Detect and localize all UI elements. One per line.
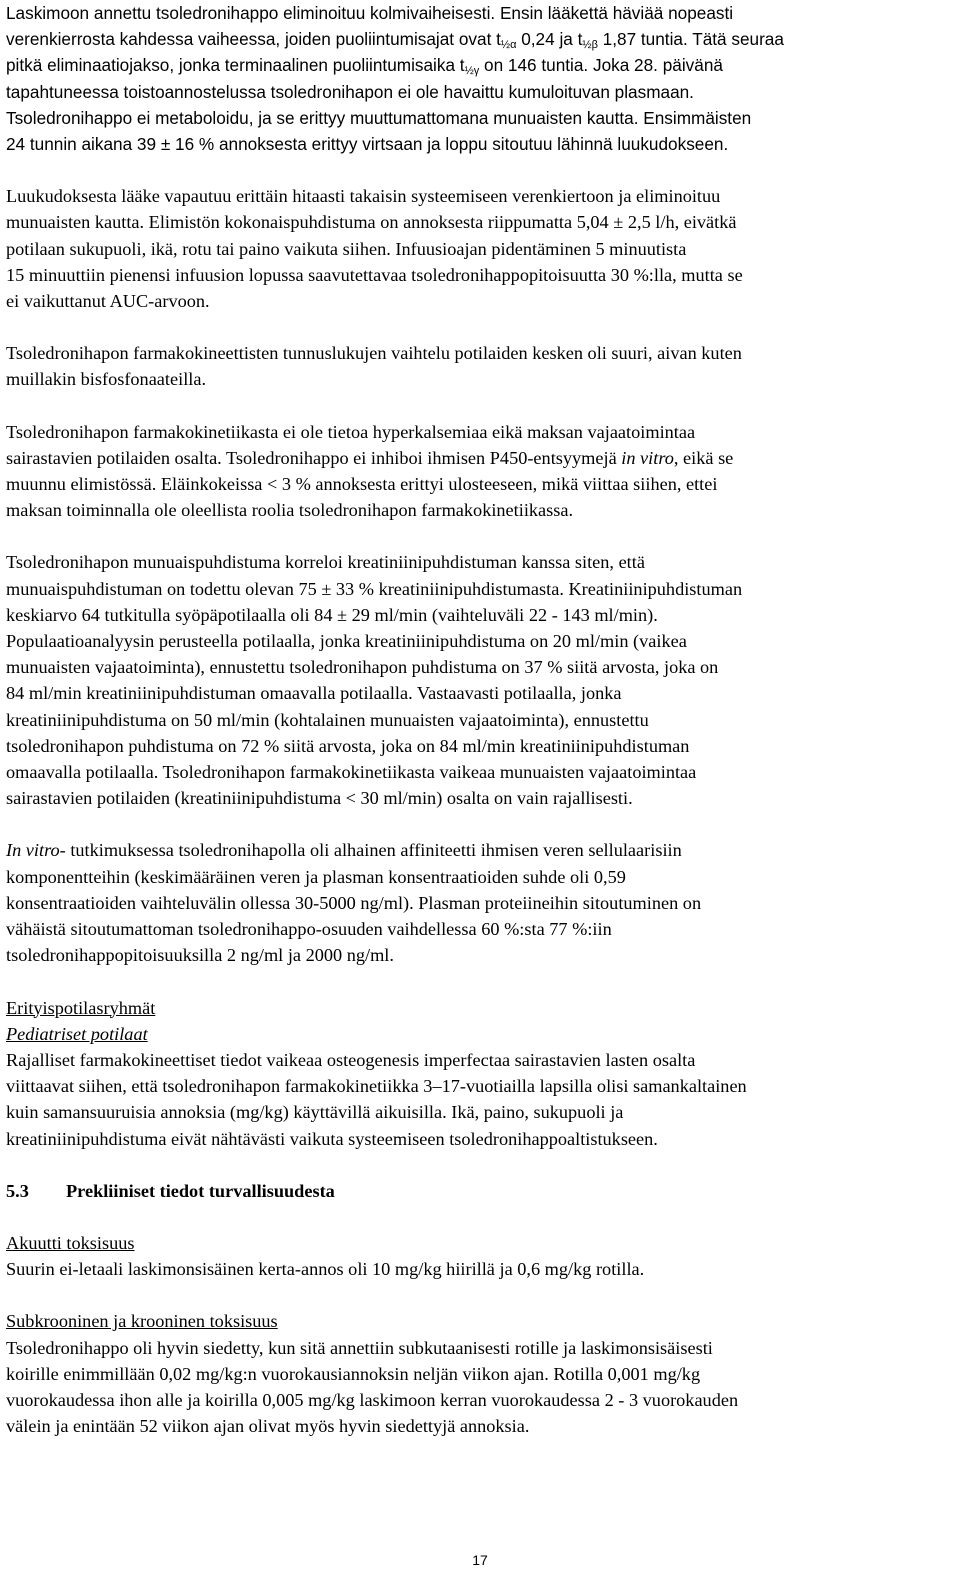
section-number: 5.3 (6, 1180, 29, 1201)
spacer (6, 157, 950, 183)
text-line: 15 minuuttiin pienensi infuusion lopussa saavutettavaa tsoledronihappopitoisuutta 30 %:lla, mutta se (6, 264, 743, 285)
text-line: komponentteihin (keskimääräinen veren ja plasman konsentraatioiden suhde oli 0,59 (6, 866, 626, 887)
text-line: Luukudoksesta lääke vapautuu erittäin hitaasti takaisin systeemiseen verenkiertoon ja eliminoituu (6, 186, 721, 207)
text-line: Suurin ei-letaali laskimonsisäinen kerta-annos oli 10 mg/kg hiirillä ja 0,6 mg/kg rotilla. (6, 1259, 645, 1280)
text-line: tapahtuneessa toistoannostelussa tsoledronihapon ei ole havaittu kumuloituvan plasmaan. (6, 81, 694, 102)
spacer (6, 523, 950, 549)
text-line: keskiarvo 64 tutkitulla syöpäpotilaalla oli 84 ± 29 ml/min (vaihteluväli 22 - 143 ml/min). (6, 604, 658, 625)
text-span: , eikä se (673, 447, 734, 468)
paragraph-elimination (6, 0, 950, 157)
text-line: Tsoledronihapon farmakokinetiikasta ei ole tietoa hyperkalsemiaa eikä maksan vajaatoimintaa (6, 421, 696, 442)
spacer (6, 1282, 950, 1308)
text-line: Tsoledronihappo ei metaboloidu, ja se erittyy muuttumattomana munuaisten kautta. Ensimmäisten (6, 107, 752, 128)
subsection-heading: Subkrooninen ja krooninen toksisuus (6, 1311, 278, 1332)
text-line: munuaisten vajaatoiminta), ennustettu tsoledronihapon puhdistuma on 37 % siitä arvosta, joka on (6, 657, 719, 678)
text-line: muillakin bisfosfonaateilla. (6, 369, 207, 390)
text-line: kuin samansuuruisia annoksia (mg/kg) käyttävillä aikuisilla. Ikä, paino, sukupuoli ja (6, 1102, 624, 1123)
text-line: sairastavien potilaiden (kreatiniinipuhdistuma < 30 ml/min) osalta on vain rajallisesti. (6, 788, 633, 809)
text-line (6, 837, 950, 863)
text-line: vuorokaudessa ihon alle ja koirilla 0,005 mg/kg laskimoon kerran vuorokaudessa 2 - 3 vuorokauden (6, 1389, 739, 1410)
paragraph-hepatic (6, 419, 950, 524)
document-page (6, 0, 950, 1439)
spacer (6, 314, 950, 340)
spacer (6, 1152, 950, 1178)
text-span: pitkä eliminaatiojakso, jonka terminaalinen puoliintumisaika t (6, 55, 465, 76)
text-span: 0,24 ja t (516, 29, 583, 50)
section-special-populations (6, 995, 950, 1152)
italic-text: In vitro (6, 840, 60, 861)
subscript: ½γ (464, 65, 480, 78)
text-span: 1,87 tuntia. Tätä seuraa (597, 29, 784, 50)
text-span: sairastavien potilaiden osalta. Tsoledronihappo ei inhiboi ihmisen P450-entsyymejä (6, 447, 622, 468)
text-line: 24 tunnin aikana 39 ± 16 % annoksesta erittyy virtsaan ja loppu sitoutuu lähinnä luukudokseen. (6, 134, 729, 155)
paragraph-variability (6, 340, 950, 392)
text-line: Populaatioanalyysin perusteella potilaalla, jonka kreatiniinipuhdistuma on 20 ml/min (vaikea (6, 631, 687, 652)
text-line: tsoledronihapon puhdistuma on 72 % siitä arvosta, joka on 84 ml/min kreatiniinipuhdistuman (6, 735, 690, 756)
text-line: Tsoledronihappo oli hyvin siedetty, kun sitä annettiin subkutaanisesti rotille ja laskimonsisäisesti (6, 1337, 713, 1358)
text-span: verenkierrosta kahdessa vaiheessa, joiden puoliintumisajat ovat t (6, 29, 501, 50)
text-line (6, 52, 950, 78)
subsection-heading: Erityispotilasryhmät (6, 997, 156, 1018)
text-line: munuaispuhdistuman on todettu olevan 75 ± 33 % kreatiniinipuhdistumasta. Kreatiniinipuhdistuman (6, 578, 743, 599)
text-line: ei vaikuttanut AUC-arvoon. (6, 291, 210, 312)
text-line: 84 ml/min kreatiniinipuhdistuman omaavalla potilaalla. Vastaavasti potilaalla, jonka (6, 683, 622, 704)
text-line (6, 445, 950, 471)
text-line: Tsoledronihapon farmakokineettisten tunnuslukujen vaihtelu potilaiden kesken oli suuri, aivan kuten (6, 343, 742, 364)
text-line: Rajalliset farmakokineettiset tiedot vaikeaa osteogenesis imperfectaa sairastavien lasten osalta (6, 1049, 696, 1070)
text-line: munuaisten kautta. Elimistön kokonaispuhdistuma on annoksesta riippumatta 5,04 ± 2,5 l/h, eivätkä (6, 212, 737, 233)
subscript: ½α (500, 39, 517, 52)
text-line: tsoledronihappopitoisuuksilla 2 ng/ml ja 2000 ng/ml. (6, 945, 394, 966)
text-line: maksan toiminnalla ole oleellista roolia tsoledronihapon farmakokinetiikassa. (6, 500, 574, 521)
paragraph-in-vitro (6, 837, 950, 968)
text-span: on 146 tuntia. Joka 28. päivänä (479, 55, 723, 76)
text-line: välein ja enintään 52 viikon ajan olivat myös hyvin siedettyjä annoksia. (6, 1416, 530, 1437)
spacer (6, 1204, 950, 1230)
text-span: - tutkimuksessa tsoledronihapolla oli alhainen affiniteetti ihmisen veren sellulaarisiin (59, 840, 682, 861)
italic-text: in vitro (621, 447, 674, 468)
spacer (6, 393, 950, 419)
paragraph-renal (6, 549, 950, 811)
subsection-heading: Akuutti toksisuus (6, 1232, 135, 1253)
section-title: Prekliiniset tiedot turvallisuudesta (66, 1180, 335, 1201)
page-number: 17 (472, 1552, 488, 1568)
text-line (6, 26, 950, 52)
text-line: Tsoledronihapon munuaispuhdistuma korreloi kreatiniinipuhdistuman kanssa siten, että (6, 552, 645, 573)
section-chronic-toxicity (6, 1308, 950, 1439)
section-heading (6, 1178, 950, 1204)
text-line: kreatiniinipuhdistuma on 50 ml/min (kohtalainen munuaisten vajaatoiminta), ennustettu (6, 709, 649, 730)
subsection-subheading: Pediatriset potilaat (6, 1023, 148, 1044)
text-line: kreatiniinipuhdistuma eivät nähtävästi vaikuta systeemiseen tsoledronihappoaltistukseen. (6, 1128, 658, 1149)
text-line: konsentraatioiden vaihteluvälin ollessa 30-5000 ng/ml). Plasman proteiineihin sitoutuminen on (6, 892, 702, 913)
text-line: Laskimoon annettu tsoledronihappo eliminoituu kolmivaiheisesti. Ensin lääkettä häviää nopeasti (6, 3, 734, 23)
subscript: ½β (582, 39, 598, 52)
spacer (6, 969, 950, 995)
section-acute-toxicity (6, 1230, 950, 1282)
paragraph-clearance (6, 183, 950, 314)
text-line: potilaan sukupuoli, ikä, rotu tai paino vaikuta siihen. Infuusioajan pidentäminen 5 minuutista (6, 238, 687, 259)
text-line: koirille enimmillään 0,02 mg/kg:n vuorokausiannoksin neljän viikon ajan. Rotilla 0,001 mg/kg (6, 1363, 701, 1384)
text-line: muunnu elimistössä. Eläinkokeissa < 3 % annoksesta erittyi ulosteeseen, mikä viittaa siihen, ettei (6, 474, 718, 495)
text-line: vähäistä sitoutumattoman tsoledronihappo-osuuden vaihdellessa 60 %:sta 77 %:iin (6, 919, 612, 940)
spacer (6, 811, 950, 837)
text-line: omaavalla potilaalla. Tsoledronihapon farmakokinetiikasta vaikeaa munuaisten vajaatoimintaa (6, 762, 697, 783)
text-line: viittaavat siihen, että tsoledronihapon farmakokinetiikka 3–17-vuotiailla lapsilla olisi samankaltainen (6, 1076, 747, 1097)
